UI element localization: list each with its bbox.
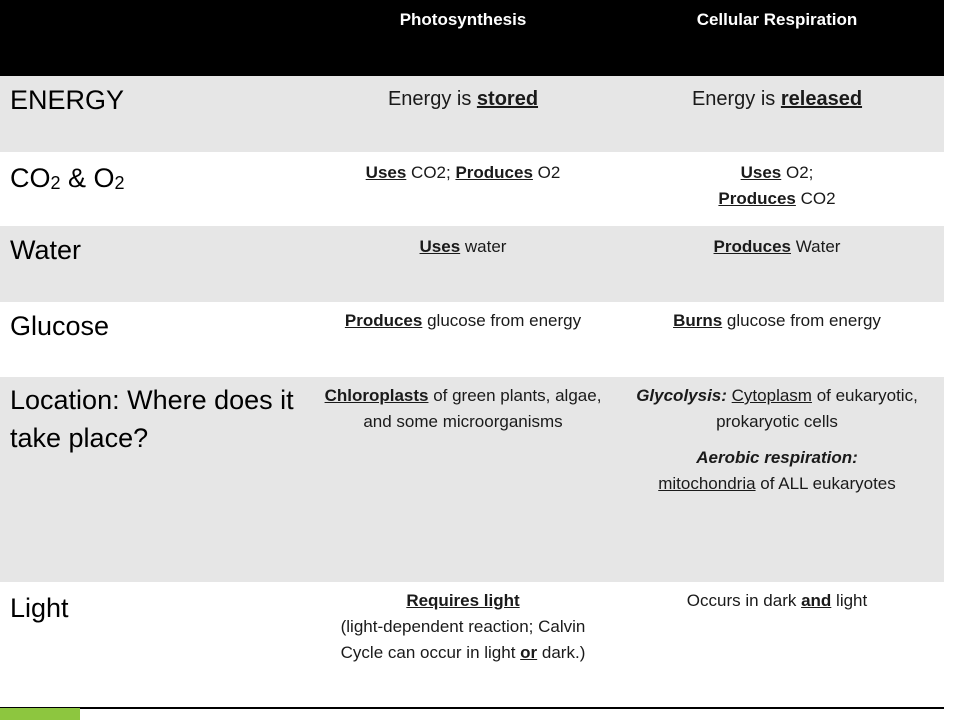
glucose-respiration-cell (610, 302, 944, 377)
row-label-energy: ENERGY (10, 85, 125, 115)
header-cellular-respiration: Cellular Respiration (696, 10, 858, 29)
location-resp-aerobic (618, 445, 936, 497)
row-label-gases (0, 152, 316, 226)
location-photo-rest: of green plants, algae, and some microorganisms (363, 386, 602, 431)
light-photosynthesis-cell (316, 582, 610, 710)
energy-photosynthesis-cell (316, 76, 610, 152)
glucose-photosynthesis-cell (316, 302, 610, 377)
location-resp-glyco-label: Glycolysis: (636, 386, 727, 405)
energy-photo-emph: stored (476, 88, 539, 110)
light-resp-suffix: light (831, 591, 868, 610)
row-label-glucose: Glucose (10, 311, 110, 341)
table-bottom-border (0, 707, 944, 709)
table-row-energy (0, 76, 944, 152)
accent-bar (0, 708, 80, 720)
energy-respiration-cell (610, 76, 944, 152)
glucose-resp-emph: Burns (673, 311, 723, 330)
location-resp-glyco-rest: of eukaryotic, prokaryotic cells (716, 386, 918, 431)
table-row-glucose (0, 302, 944, 377)
light-photo-emph: Requires light (406, 591, 520, 610)
water-photosynthesis-cell (316, 226, 610, 302)
gases-photo-uses-rest: CO2; (406, 163, 456, 182)
table-row-light (0, 582, 944, 710)
gases-resp-produces: Produces (718, 189, 796, 208)
light-photo-or: or (520, 643, 538, 662)
water-respiration-cell (610, 226, 944, 302)
light-resp-and: and (801, 591, 832, 610)
location-resp-aerobic-rest: of ALL eukaryotes (755, 474, 896, 493)
light-photo-rest-a: (light-dependent reaction; Calvin Cycle can occur in light (340, 617, 586, 662)
header-empty-cell (0, 0, 316, 76)
table-row-location (0, 377, 944, 582)
row-label-water: Water (10, 235, 82, 265)
energy-resp-prefix: Energy is (691, 88, 781, 110)
gases-photo-produces-rest: O2 (532, 163, 561, 182)
water-photo-emph: Uses (419, 237, 461, 256)
glucose-resp-rest: glucose from energy (722, 311, 881, 330)
table-row-water (0, 226, 944, 302)
light-respiration-cell (610, 582, 944, 710)
gases-respiration-cell (610, 152, 944, 226)
row-label-light: Light (10, 593, 69, 623)
water-resp-emph: Produces (713, 237, 792, 256)
location-photosynthesis-cell (316, 377, 610, 582)
water-resp-rest: Water (791, 237, 841, 256)
gases-label-mid: & O (60, 163, 115, 193)
light-resp-prefix: Occurs in dark (686, 591, 802, 610)
gases-photosynthesis-cell (316, 152, 610, 226)
table-row-gases (0, 152, 944, 226)
table-header-row (0, 0, 944, 76)
gases-photo-uses: Uses (365, 163, 407, 182)
gases-photo-produces: Produces (455, 163, 533, 182)
row-label-location: Location: Where does it take place? (10, 385, 294, 453)
water-photo-rest: water (460, 237, 507, 256)
gases-label-co: CO (10, 163, 51, 193)
glucose-photo-emph: Produces (344, 311, 423, 330)
location-resp-aerobic-place: mitochondria (658, 474, 756, 493)
light-photo-rest-b: dark.) (537, 643, 586, 662)
gases-resp-uses-rest: O2; (781, 163, 814, 182)
energy-resp-emph: released (780, 88, 863, 110)
location-resp-glyco-place: Cytoplasm (731, 386, 812, 405)
location-photo-emph: Chloroplasts (324, 386, 429, 405)
gases-label-co-sub: 2 (50, 173, 61, 193)
gases-label-o-sub: 2 (114, 173, 125, 193)
location-respiration-cell (610, 377, 944, 582)
glucose-photo-rest: glucose from energy (422, 311, 582, 330)
gases-resp-uses: Uses (740, 163, 782, 182)
header-photosynthesis: Photosynthesis (399, 10, 527, 29)
location-resp-glycolysis (618, 383, 936, 435)
gases-resp-produces-rest: CO2 (795, 189, 836, 208)
location-resp-aerobic-label: Aerobic respiration: (696, 448, 858, 467)
energy-photo-prefix: Energy is (387, 88, 477, 110)
